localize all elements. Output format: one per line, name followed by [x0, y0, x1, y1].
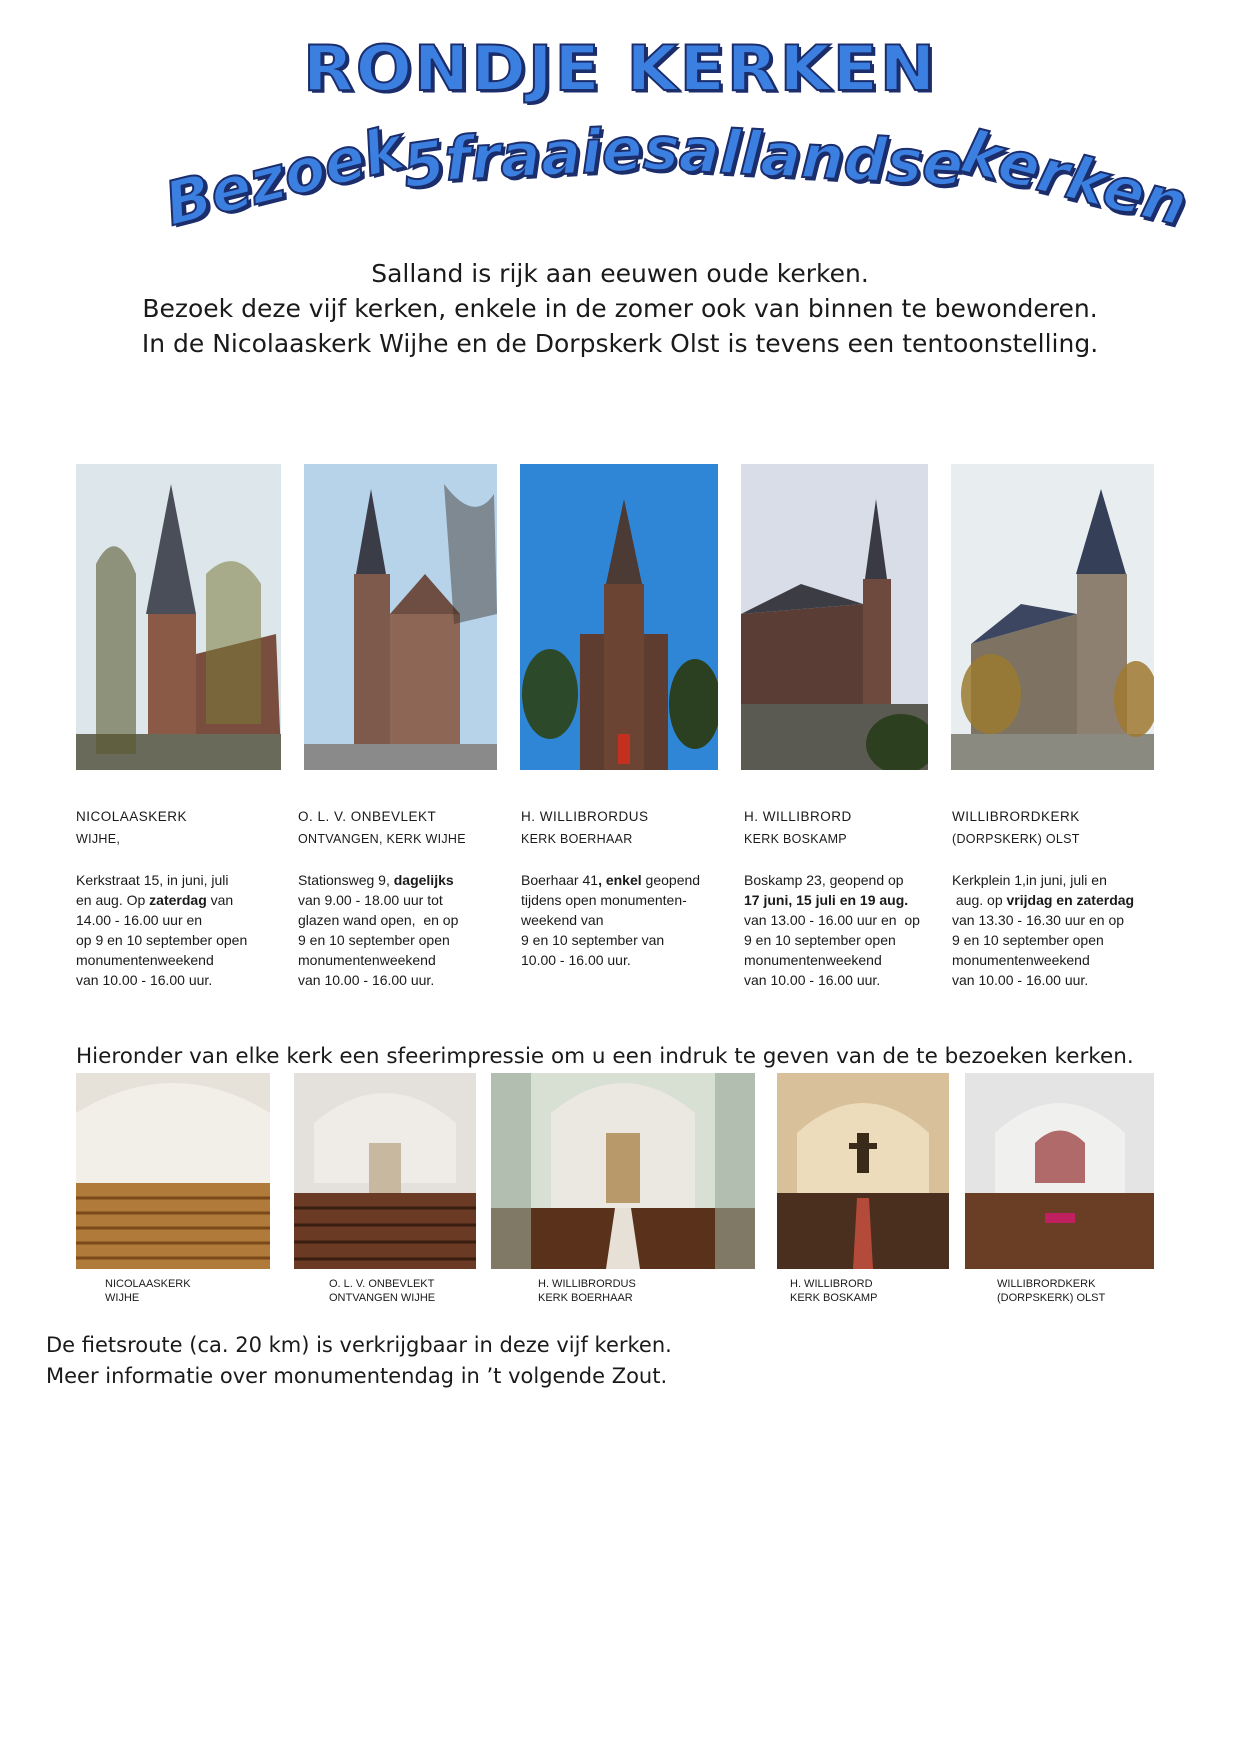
- caption-line: NICOLAASKERK: [105, 1278, 191, 1290]
- interior-photo-nicolaaskerk: [76, 1073, 270, 1269]
- info-line: monumentenweekend: [76, 952, 214, 968]
- footer-line: De fietsroute (ca. 20 km) is verkrijgbaar in deze vijf kerken.: [46, 1333, 672, 1357]
- info-line: van 10.00 - 16.00 uur.: [76, 972, 213, 988]
- caption-line: (DORPSKERK) OLST: [997, 1292, 1106, 1304]
- interior-photo-willibrord-boskamp: [777, 1073, 949, 1269]
- church-opening-info: [76, 870, 276, 990]
- intro-line: Bezoek deze vijf kerken, enkele in de zomer ook van binnen te bewonderen.: [142, 294, 1098, 323]
- info-line: Boerhaar 41, enkel geopend: [521, 872, 701, 888]
- church-photo-willibrordkerk-olst: [951, 464, 1154, 770]
- info-line: 9 en 10 september open: [744, 932, 896, 948]
- info-line: Stationsweg 9, dagelijks: [298, 872, 454, 888]
- caption-line: ONTVANGEN WIJHE: [329, 1292, 436, 1304]
- info-line: glazen wand open, en op: [298, 912, 459, 928]
- church-opening-info: [952, 870, 1152, 990]
- info-line: 9 en 10 september open: [298, 932, 450, 948]
- caption-line: WIJHE: [105, 1292, 140, 1304]
- info-line: monumentenweekend: [952, 952, 1090, 968]
- intro-text: [60, 256, 1180, 361]
- church-photo-willibrordus-boerhaar: [520, 464, 718, 770]
- info-line: 9 en 10 september van: [521, 932, 665, 948]
- caption-line: H. WILLIBRORDUS: [538, 1278, 636, 1290]
- church-info-nicolaaskerk: [76, 806, 276, 990]
- info-line: 17 juni, 15 juli en 19 aug.: [744, 892, 909, 908]
- church-name: H. WILLIBRORD: [744, 809, 852, 824]
- info-line: en aug. Op zaterdag van: [76, 892, 234, 908]
- church-location: ONTVANGEN, KERK WIJHE: [298, 832, 466, 846]
- interior-caption-willibrordus-boerhaar: [538, 1277, 636, 1305]
- caption-line: KERK BOSKAMP: [790, 1292, 878, 1304]
- info-line: monumentenweekend: [744, 952, 882, 968]
- caption-line: KERK BOERHAAR: [538, 1292, 633, 1304]
- church-name: NICOLAASKERK: [76, 809, 188, 824]
- info-line: op 9 en 10 september open: [76, 932, 248, 948]
- church-info-olv-onbevlekt: [298, 806, 498, 990]
- interior-photo-willibrordkerk-olst: [965, 1073, 1154, 1269]
- info-line: monumentenweekend: [298, 952, 436, 968]
- subtitle-word: 5: [398, 127, 450, 203]
- church-opening-info: [298, 870, 498, 990]
- caption-line: WILLIBRORDKERK: [997, 1278, 1096, 1290]
- caption-line: O. L. V. ONBEVLEKT: [329, 1278, 435, 1290]
- info-line: Kerkstraat 15, in juni, juli: [76, 872, 229, 888]
- subtitle-word: kerken: [954, 116, 1194, 241]
- info-line: aug. op vrijdag en zaterdag: [952, 892, 1135, 908]
- caption-line: H. WILLIBRORD: [790, 1278, 873, 1290]
- interior-photo-olv-onbevlekt: [294, 1073, 476, 1269]
- info-line: 10.00 - 16.00 uur.: [521, 952, 631, 968]
- info-line: 14.00 - 16.00 uur en: [76, 912, 203, 928]
- footer-text: [46, 1330, 672, 1392]
- church-opening-info: [744, 870, 944, 990]
- church-info-willibrordus-boerhaar: [521, 806, 721, 970]
- intro-line: In de Nicolaaskerk Wijhe en de Dorpskerk Olst is tevens een tentoonstelling.: [141, 329, 1099, 358]
- interior-caption-olv-onbevlekt: [329, 1277, 435, 1305]
- info-line: van 9.00 - 18.00 uur tot: [298, 892, 443, 908]
- info-line: 9 en 10 september open: [952, 932, 1104, 948]
- page-subtitle: [158, 113, 1194, 241]
- impression-heading: Hieronder van elke kerk een sfeerimpressie om u een indruk te geven van de te bezoeken kerken.: [76, 1044, 1134, 1069]
- church-photo-nicolaaskerk: [76, 464, 281, 770]
- church-location: WIJHE,: [76, 832, 121, 846]
- info-line: weekend van: [521, 912, 604, 928]
- church-photo-olv-onbevlekt: [304, 464, 497, 770]
- subtitle-word: sallandse: [641, 113, 965, 201]
- footer-line: Meer informatie over monumentendag in ’t volgende Zout.: [46, 1364, 668, 1388]
- info-line: van 10.00 - 16.00 uur.: [298, 972, 435, 988]
- interior-photo-willibrordus-boerhaar: [491, 1073, 755, 1269]
- interior-caption-willibrordkerk-olst: [997, 1277, 1105, 1305]
- info-line: tijdens open monumenten-: [521, 892, 687, 908]
- info-line: Boskamp 23, geopend op: [744, 872, 904, 888]
- intro-line: Salland is rijk aan eeuwen oude kerken.: [371, 259, 869, 288]
- subtitle-word: Bezoek: [158, 113, 411, 241]
- church-location: KERK BOERHAAR: [521, 832, 633, 846]
- church-name: O. L. V. ONBEVLEKT: [298, 809, 437, 824]
- church-opening-info: [521, 870, 721, 970]
- church-location: (DORPSKERK) OLST: [952, 832, 1080, 846]
- info-line: van 13.00 - 16.00 uur en op: [744, 912, 920, 928]
- church-name: H. WILLIBRORDUS: [521, 809, 649, 824]
- interior-caption-nicolaaskerk: [105, 1277, 191, 1305]
- info-line: van 10.00 - 16.00 uur.: [952, 972, 1089, 988]
- church-info-willibrordkerk-olst: [952, 806, 1152, 990]
- subtitle-word: fraaie: [442, 114, 645, 196]
- info-line: van 10.00 - 16.00 uur.: [744, 972, 881, 988]
- church-location: KERK BOSKAMP: [744, 832, 847, 846]
- info-line: van 13.30 - 16.30 uur en op: [952, 912, 1125, 928]
- church-name: WILLIBRORDKERK: [952, 809, 1080, 824]
- church-info-willibrord-boskamp: [744, 806, 944, 990]
- church-photo-willibrord-boskamp: [741, 464, 928, 770]
- info-line: Kerkplein 1,in juni, juli en: [952, 872, 1107, 888]
- interior-caption-willibrord-boskamp: [790, 1277, 877, 1305]
- page-title: RONDJE KERKEN: [302, 31, 938, 106]
